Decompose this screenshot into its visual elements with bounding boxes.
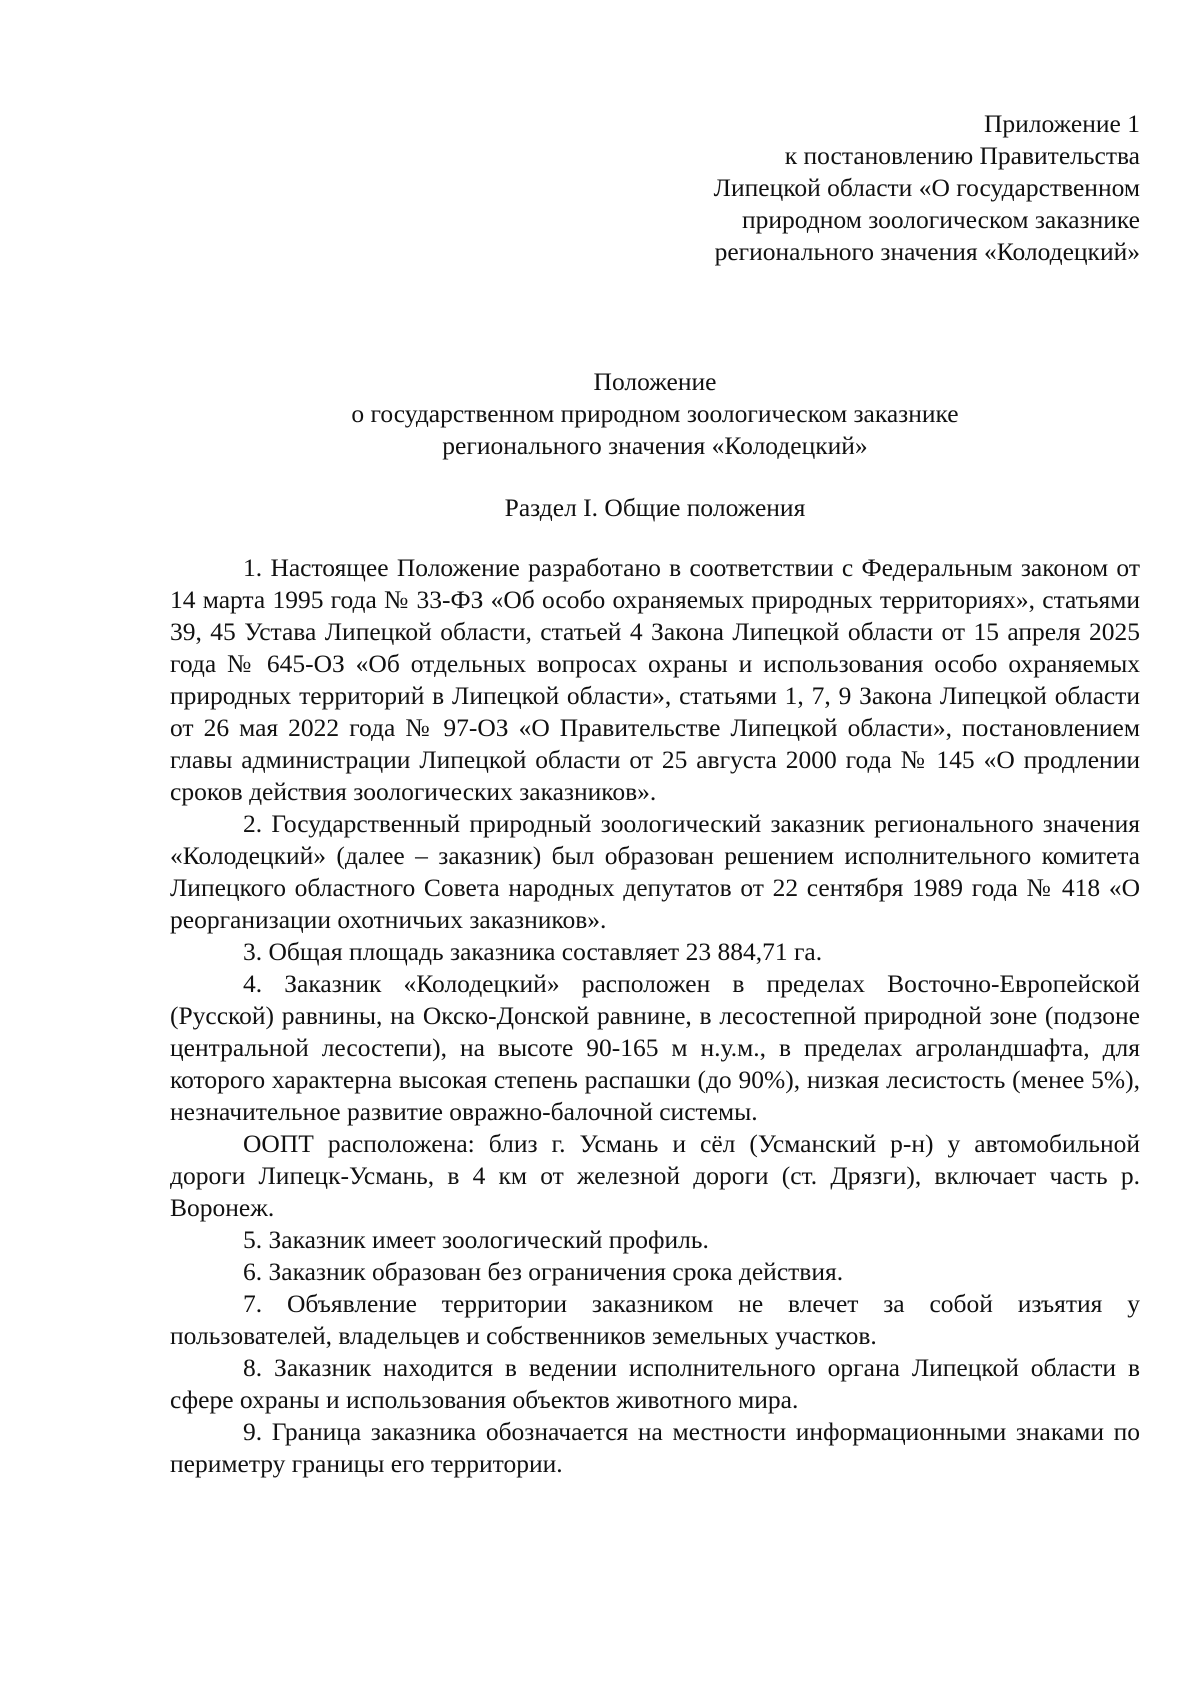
section-title: Раздел I. Общие положения — [504, 493, 806, 522]
paragraph: 7. Объявление территории заказником не влечет за собой изъятия у пользователей, владельцев и собственников земельных участков. — [170, 1289, 1140, 1350]
paragraph: 8. Заказник находится в ведении исполнительного органа Липецкой области в сфере охраны и использования объектов животного мира. — [170, 1353, 1140, 1414]
annex-header — [170, 108, 1140, 268]
title-line: о государственном природном зоологическом заказнике — [351, 399, 959, 428]
paragraph: 6. Заказник образован без ограничения срока действия. — [243, 1257, 844, 1286]
annex-line: Липецкой области «О государственном — [713, 173, 1140, 202]
document-title — [170, 366, 1140, 462]
document-body — [170, 552, 1140, 1480]
title-line: Положение — [593, 367, 717, 396]
paragraph: 1. Настоящее Положение разработано в соответствии с Федеральным законом от 14 марта 1995 года № 33-ФЗ «Об особо охраняемых природных территориях», статьями 39, 45 Устава Липецкой области, статьей 4 Закона Липецкой области от 15 апреля 2025 года № 645-ОЗ «Об отдельных вопросах охраны и использования особо охраняемых природных территорий в Липецкой области», статьями 1, 7, 9 Закона Липецкой области от 26 мая 2022 года № 97-ОЗ «О Правительстве Липецкой области», постановлением главы администрации Липецкой области от 25 августа 2000 года № 145 «О продлении сроков действия зоологических заказников». — [170, 553, 1140, 806]
annex-line: Приложение 1 — [984, 109, 1140, 138]
paragraph: 5. Заказник имеет зоологический профиль. — [243, 1225, 709, 1254]
annex-line: регионального значения «Колодецкий» — [714, 237, 1140, 266]
title-line: регионального значения «Колодецкий» — [442, 431, 868, 460]
paragraph: 9. Граница заказника обозначается на местности информационными знаками по периметру границы его территории. — [170, 1417, 1140, 1478]
paragraph: 2. Государственный природный зоологический заказник регионального значения «Колодецкий» (далее – заказник) был образован решением исполнительного комитета Липецкого областного Совета народных депутатов от 22 сентября 1989 года № 418 «О реорганизации охотничьих заказников». — [170, 809, 1140, 934]
paragraph: 4. Заказник «Колодецкий» расположен в пределах Восточно-Европейской (Русской) равнины, на Окско-Донской равнине, в лесостепной природной зоне (подзоне центральной лесостепи), на высоте 90-165 м н.у.м., в пределах агроландшафта, для которого характерна высокая степень распашки (до 90%), низкая лесистость (менее 5%), незначительное развитие овражно-балочной системы. — [170, 969, 1140, 1126]
paragraph: ООПТ расположена: близ г. Усмань и сёл (Усманский р-н) у автомобильной дороги Липецк-Усмань, в 4 км от железной дороги (ст. Дрязги), включает часть р. Воронеж. — [170, 1129, 1140, 1222]
annex-line: к постановлению Правительства — [784, 141, 1140, 170]
annex-line: природном зоологическом заказнике — [742, 205, 1140, 234]
paragraph: 3. Общая площадь заказника составляет 23 884,71 га. — [243, 937, 823, 966]
document-page — [170, 108, 1140, 1480]
